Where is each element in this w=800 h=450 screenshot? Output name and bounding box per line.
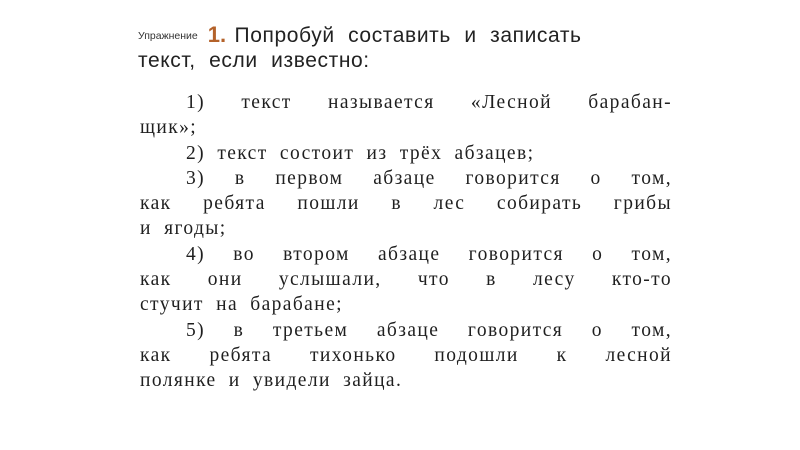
item-4-line-2: как они услышали, что в лесу кто-то	[140, 269, 672, 291]
item-5-line-2: как ребята тихонько подошли к лесной	[140, 344, 672, 366]
exercise-title-line-2: текст, если известно:	[138, 49, 370, 72]
exercise-number: 1.	[207, 22, 227, 47]
item-3-line-1: 3) в первом абзаце говорится о том,	[186, 167, 672, 189]
exercise-body	[140, 90, 672, 394]
exercise-title-row-2	[138, 48, 678, 74]
exercise-header	[138, 22, 678, 74]
item-4-line-3: стучит на барабане;	[140, 294, 343, 316]
item-1-line-2: щик»;	[140, 117, 198, 139]
exercise-label: Упражнение	[138, 30, 198, 42]
exercise-title-line-1: Попробуй составить и записать	[234, 24, 582, 47]
item-3-line-3: и ягоды;	[140, 218, 227, 240]
item-5-line-3: полянке и увидели зайца.	[140, 370, 403, 392]
item-1-line-1: 1) текст называется «Лесной барабан-	[186, 92, 672, 113]
item-3-line-2: как ребята пошли в лес собирать грибы	[140, 193, 672, 215]
item-5-line-1: 5) в третьем абзаце говорится о том,	[186, 319, 672, 341]
item-4-line-1: 4) во втором абзаце говорится о том,	[186, 243, 672, 265]
exercise-title-row	[138, 22, 678, 48]
item-2-line-1: 2) текст состоит из трёх абзацев;	[186, 142, 535, 164]
